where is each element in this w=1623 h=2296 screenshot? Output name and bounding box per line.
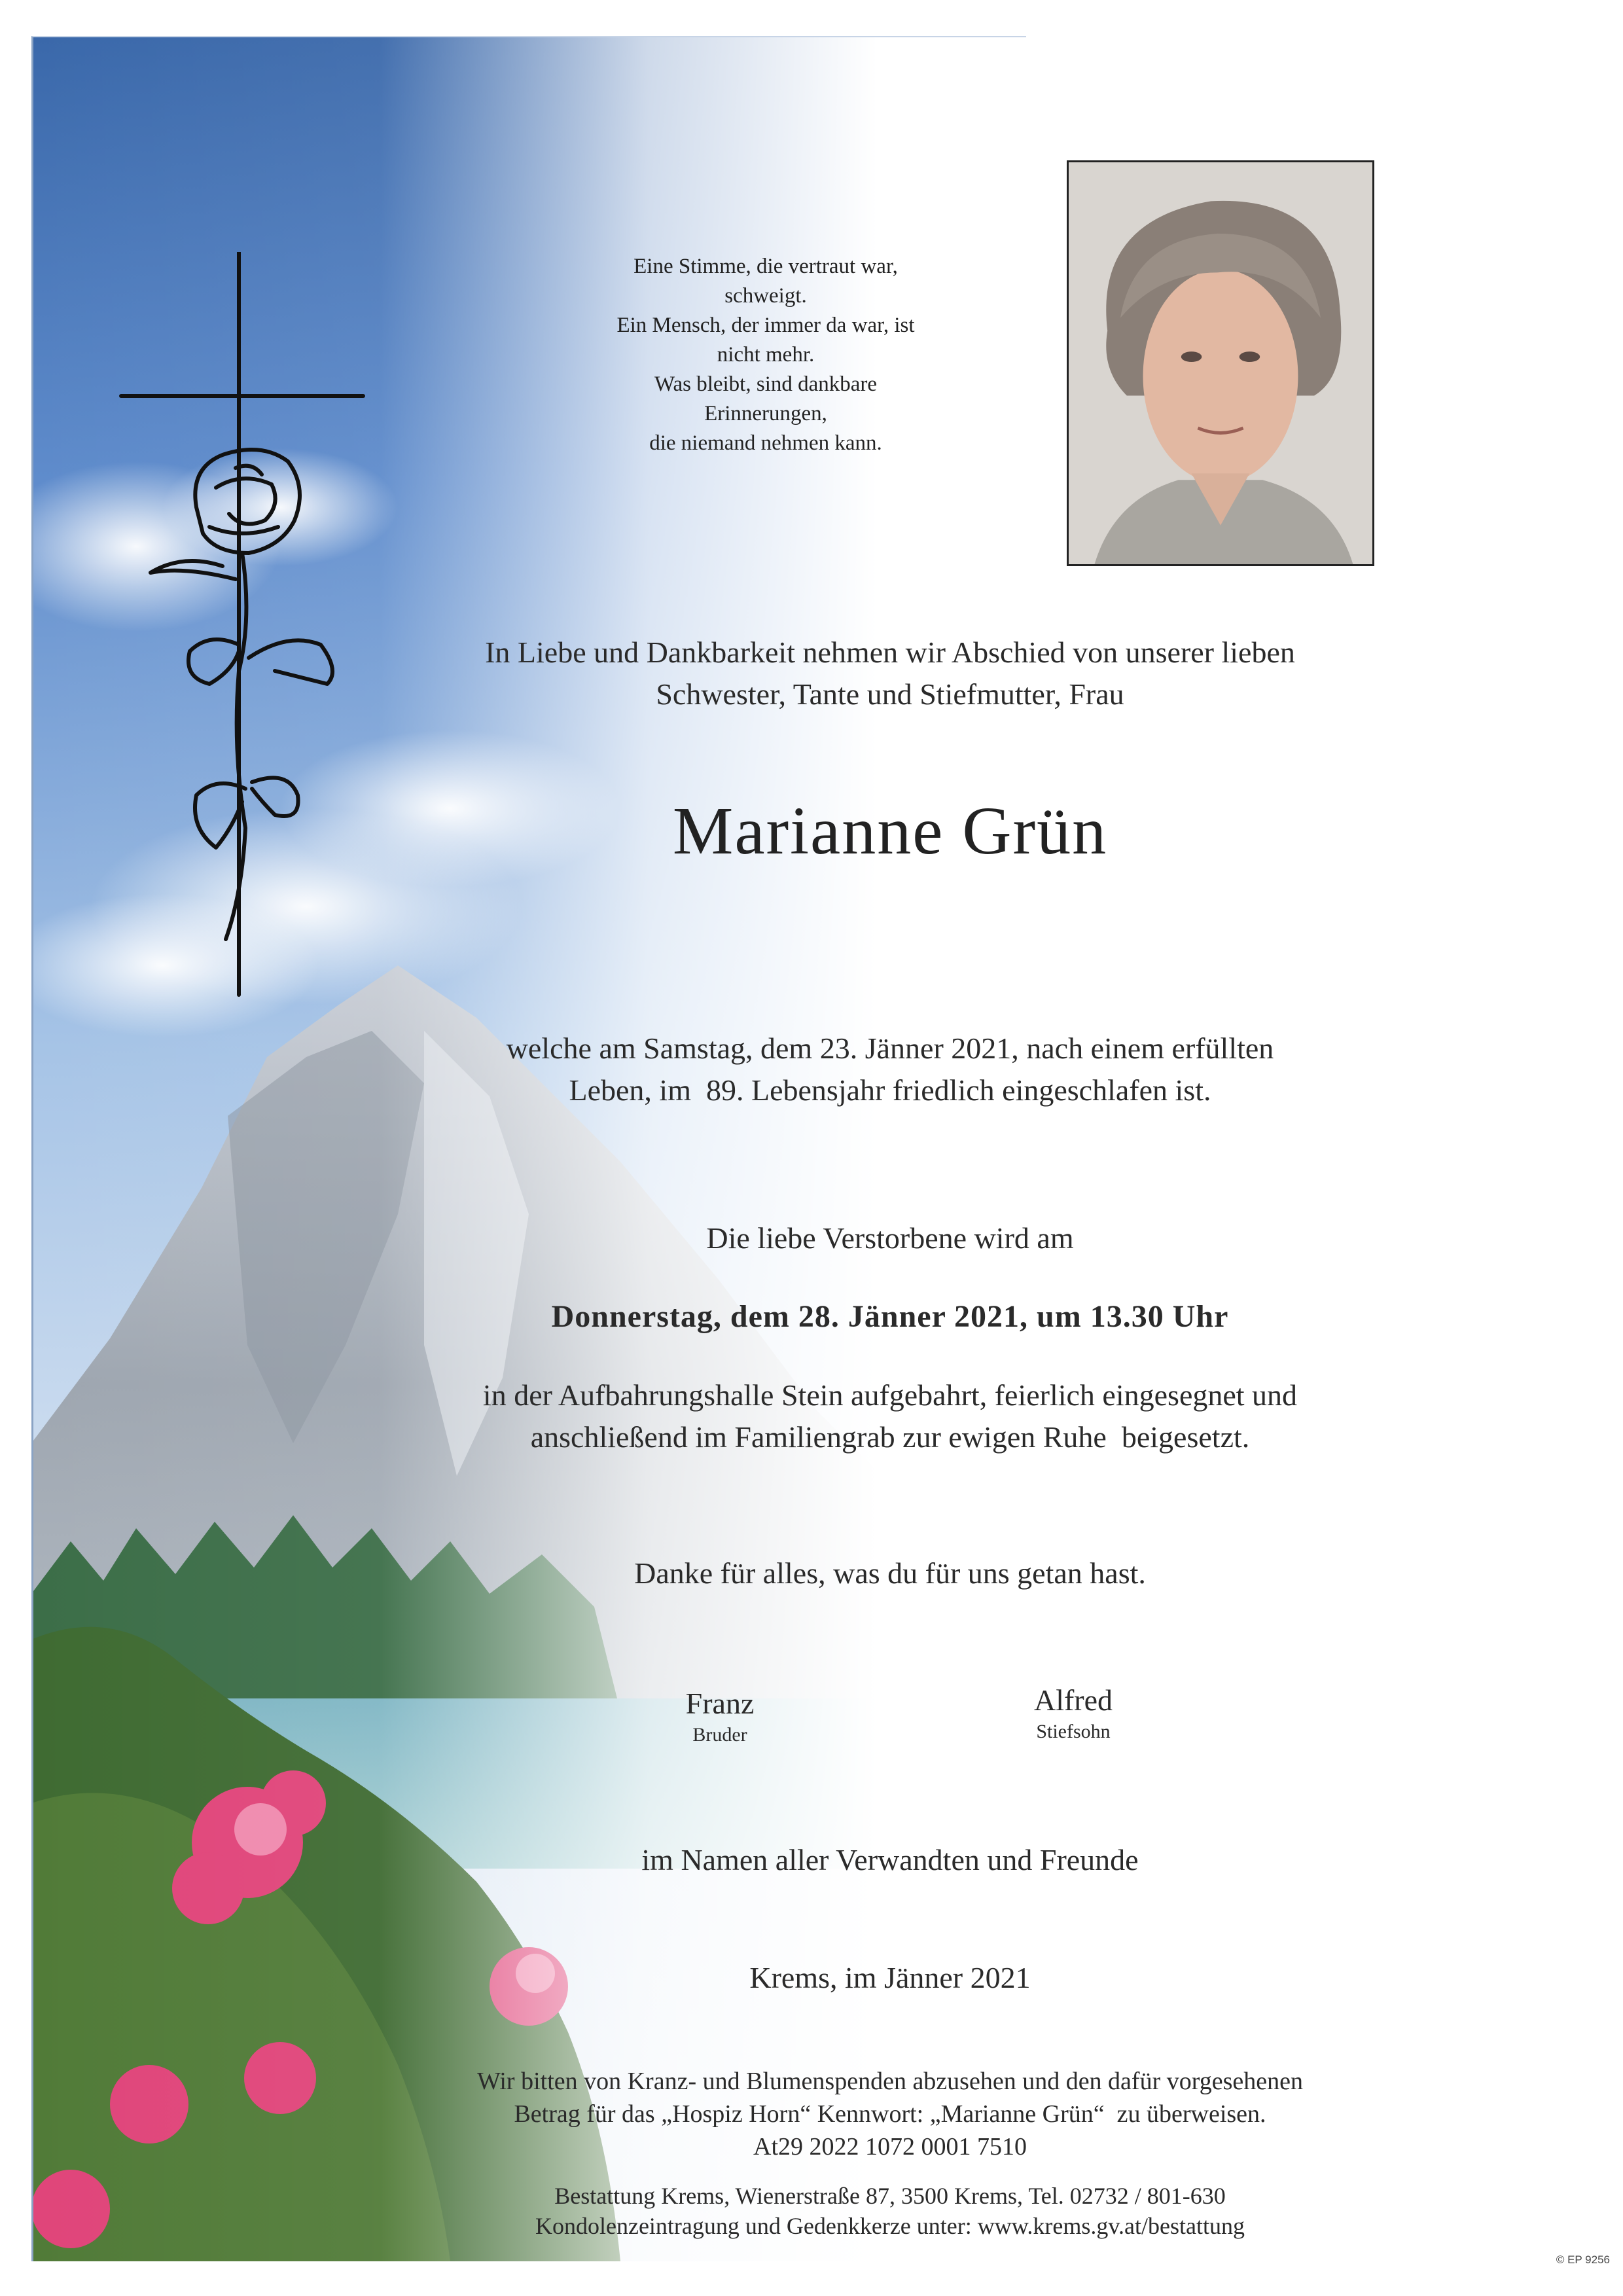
mourner — [969, 1682, 1178, 1745]
donation-line-2: Betrag für das „Hospiz Horn“ Kennwort: „Marianne Grün“ zu überweisen. — [514, 2100, 1266, 2128]
intro-text — [366, 632, 1414, 715]
thanks-line: Danke für alles, was du für uns getan hast. — [634, 1556, 1146, 1590]
death-statement — [366, 1028, 1414, 1111]
funeral-line-1: in der Aufbahrungshalle Stein aufgebahrt, feierlich eingesegnet und — [482, 1378, 1298, 1412]
mourner-name: Franz — [685, 1687, 755, 1720]
verse-line: Ein Mensch, der immer da war, ist — [616, 314, 915, 337]
verse-line: schweigt. — [724, 284, 807, 308]
donation-line-1: Wir bitten von Kranz- und Blumenspenden abzusehen und den dafür vorgesehenen — [477, 2068, 1303, 2095]
mourner-name: Alfred — [1033, 1683, 1113, 1717]
funeral-line-2: anschließend im Familiengrab zur ewigen Ruhe beigesetzt. — [530, 1420, 1250, 1454]
donation-notice — [366, 2065, 1414, 2163]
deceased-name: Marianne Grün — [672, 793, 1108, 869]
intro-line-1: In Liebe und Dankbarkeit nehmen wir Abschied von unserer lieben — [485, 636, 1295, 669]
template-code: © EP 9256 — [1556, 2253, 1610, 2266]
funeral-date: Donnerstag, dem 28. Jänner 2021, um 13.30 Uhr — [551, 1299, 1229, 1334]
bank-account: At29 2022 1072 0001 7510 — [753, 2133, 1027, 2161]
portrait-photo — [1067, 160, 1374, 566]
verse-line: Was bleibt, sind dankbare — [654, 372, 878, 396]
memorial-verse — [569, 252, 962, 458]
death-line-1: welche am Samstag, dem 23. Jänner 2021, nach einem erfüllten — [506, 1031, 1274, 1065]
undertaker-info — [366, 2181, 1414, 2241]
funeral-location — [366, 1374, 1414, 1458]
family-line: im Namen aller Verwandten und Freunde — [641, 1843, 1139, 1876]
verse-line: Erinnerungen, — [704, 402, 827, 425]
place-date: Krems, im Jänner 2021 — [749, 1961, 1031, 1994]
undertaker-address: Bestattung Krems, Wienerstraße 87, 3500 Krems, Tel. 02732 / 801-630 — [554, 2183, 1226, 2209]
death-line-2: Leben, im 89. Lebensjahr friedlich eingeschlafen ist. — [569, 1073, 1211, 1107]
mourner — [615, 1685, 825, 1748]
mourner-relation: Stiefsohn — [1036, 1721, 1111, 1742]
condolence-link[interactable]: Kondolenzeintragung und Gedenkkerze unter: www.krems.gv.at/bestattung — [535, 2213, 1245, 2239]
intro-line-2: Schwester, Tante und Stiefmutter, Frau — [656, 677, 1124, 711]
cross-with-rose-icon — [111, 252, 373, 998]
verse-line: nicht mehr. — [717, 343, 815, 367]
verse-line: Eine Stimme, die vertraut war, — [633, 255, 898, 278]
funeral-intro: Die liebe Verstorbene wird am — [706, 1221, 1074, 1255]
mourner-relation: Bruder — [692, 1724, 747, 1746]
verse-line: die niemand nehmen kann. — [649, 431, 882, 455]
